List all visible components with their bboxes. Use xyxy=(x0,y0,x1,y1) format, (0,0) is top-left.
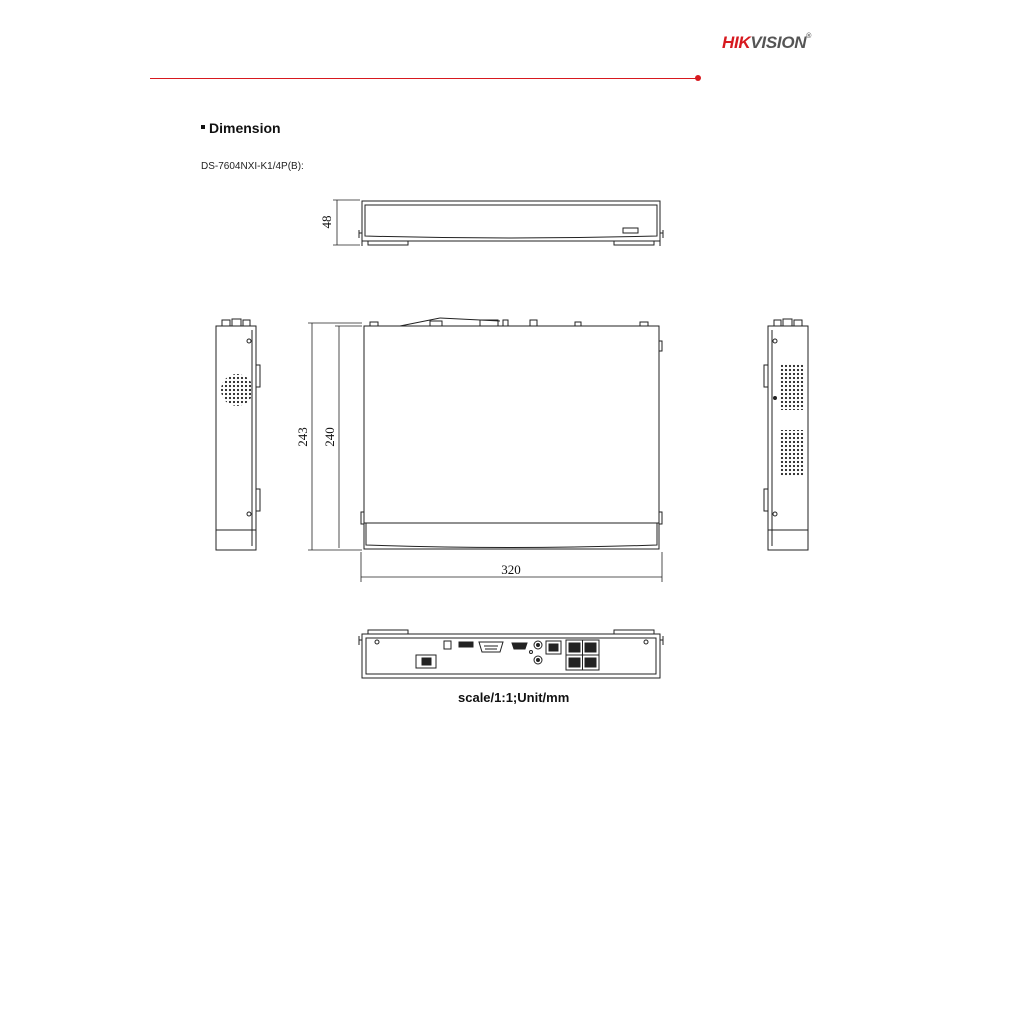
right-side-view xyxy=(764,319,808,550)
left-side-view xyxy=(216,319,260,550)
scale-note: scale/1:1;Unit/mm xyxy=(458,690,570,705)
model-label: DS-7604NXI-K1/4P(B): xyxy=(201,161,304,172)
front-view xyxy=(333,200,663,246)
width-dimension: 320 xyxy=(501,562,521,577)
depth-overall-dimension: 243 xyxy=(295,427,310,447)
rear-view xyxy=(359,630,663,678)
top-view xyxy=(308,318,662,582)
height-dimension: 48 xyxy=(319,215,334,229)
hikvision-logo: HIKVISION® xyxy=(722,33,812,52)
section-title: Dimension xyxy=(201,120,281,136)
depth-body-dimension: 240 xyxy=(322,427,337,447)
